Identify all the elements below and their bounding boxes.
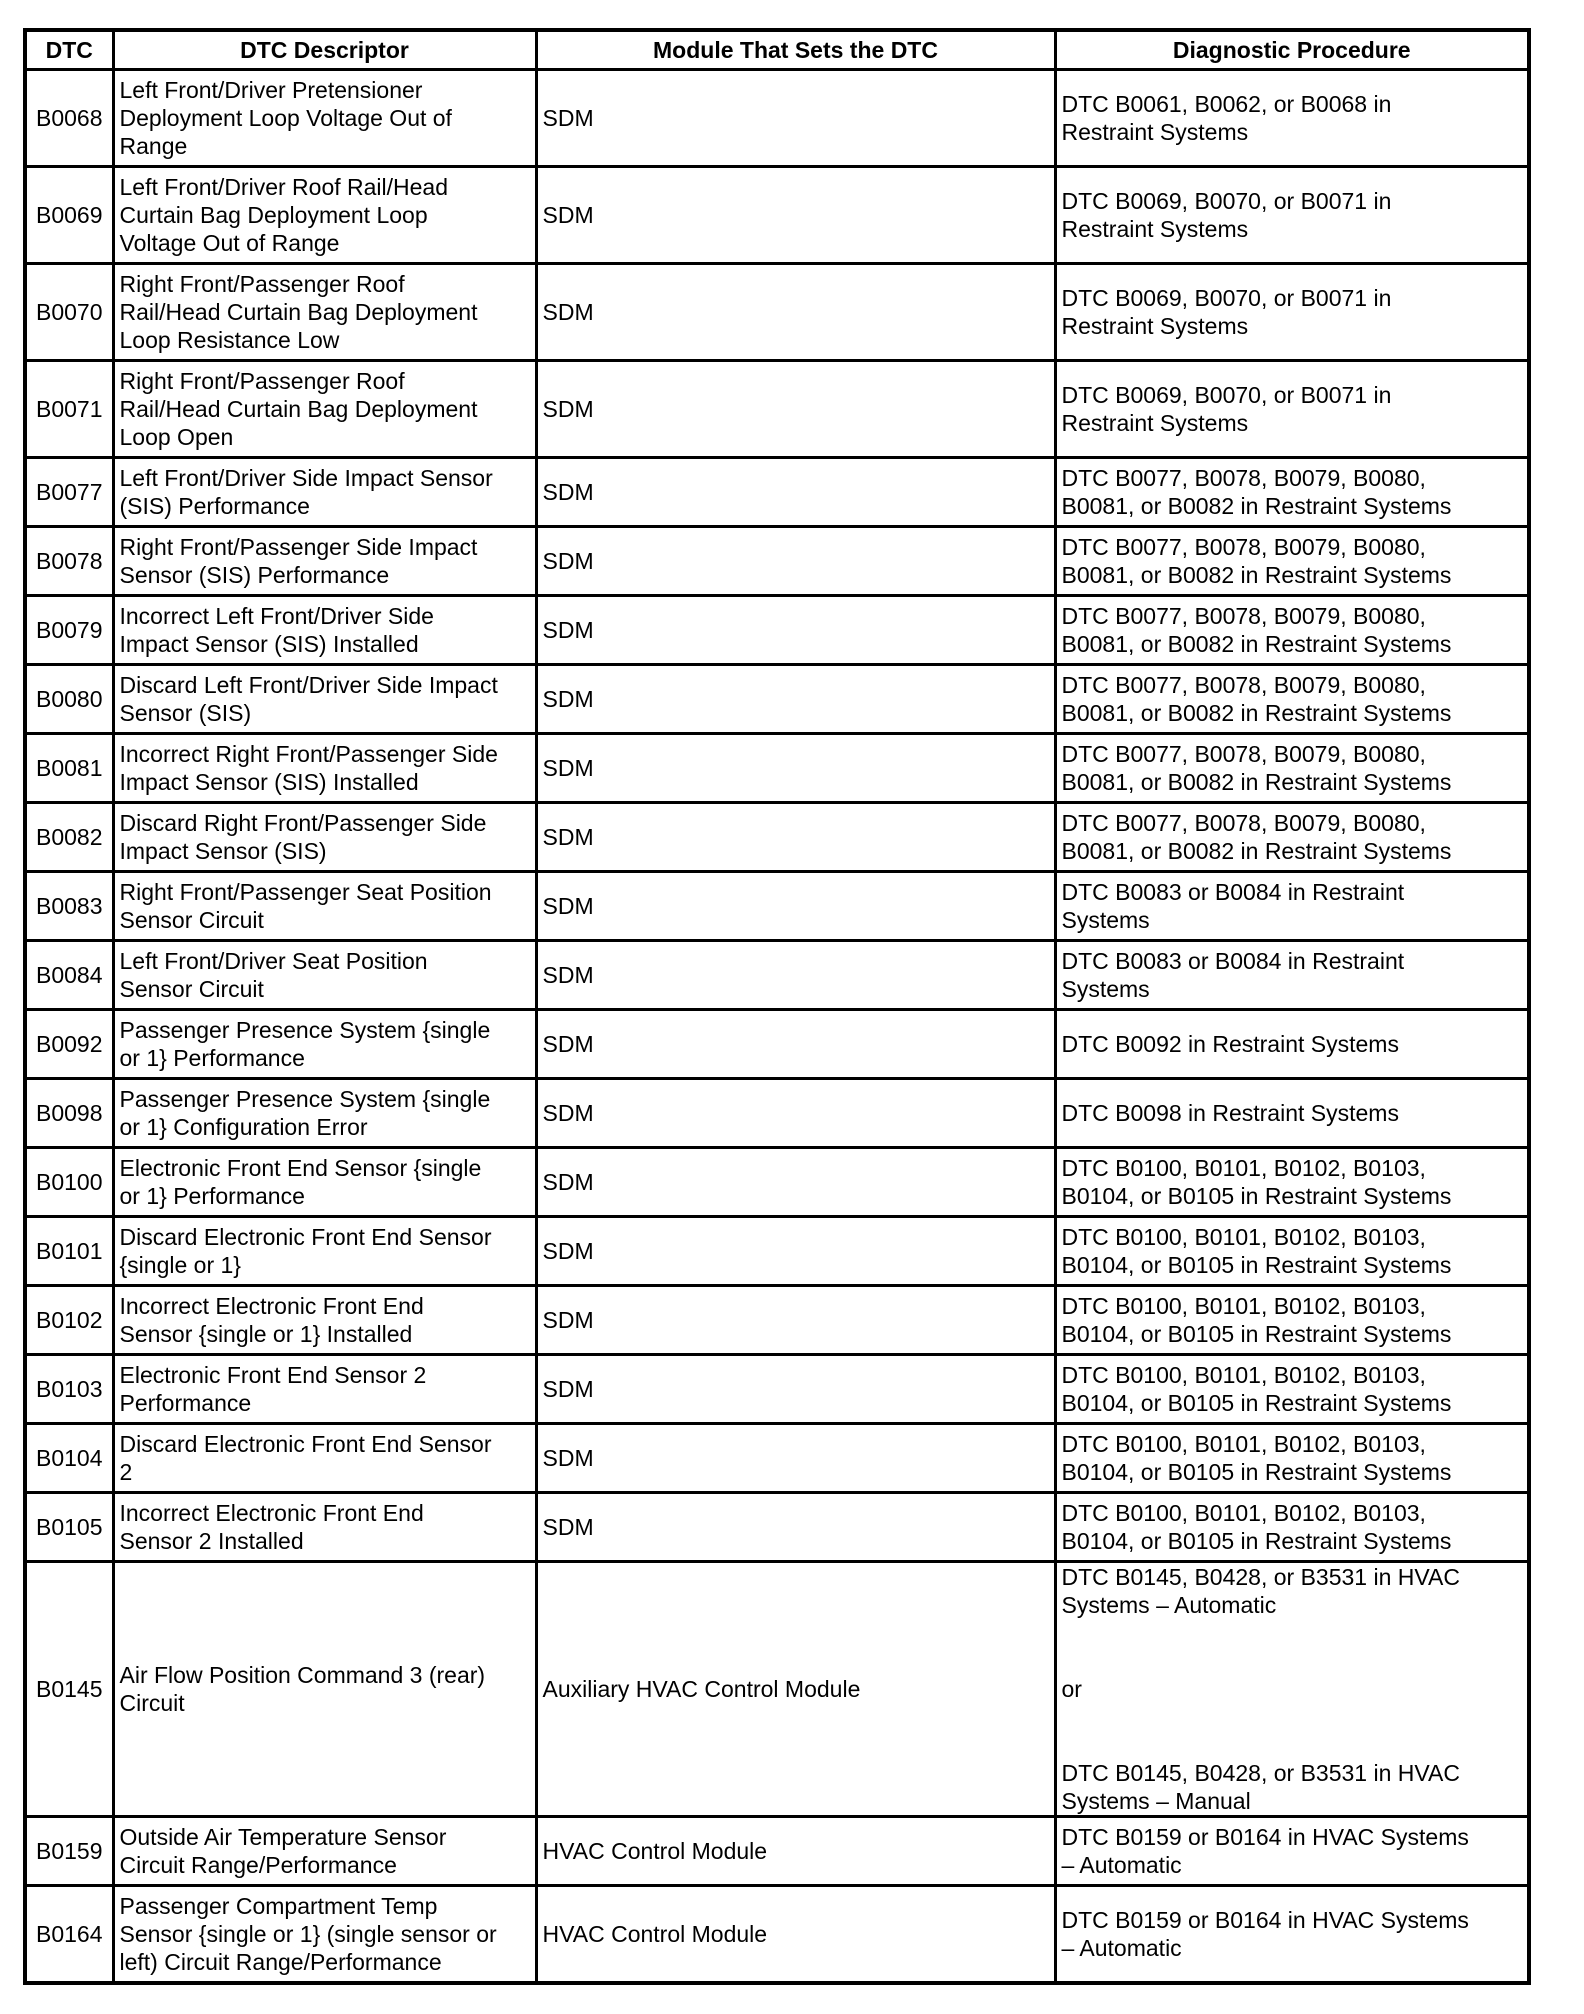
table-row bbox=[25, 1886, 1529, 1983]
diagnostic-procedure-cell: DTC B0100, B0101, B0102, B0103, B0104, or B0105 in Restraint Systems bbox=[1055, 1355, 1529, 1424]
module-cell: SDM bbox=[536, 361, 1055, 458]
dtc-code-cell: B0101 bbox=[25, 1217, 113, 1286]
dtc-descriptor-cell: Electronic Front End Sensor {single or 1} Performance bbox=[113, 1148, 536, 1217]
table-row bbox=[25, 1424, 1529, 1493]
diagnostic-procedure-cell: DTC B0100, B0101, B0102, B0103, B0104, or B0105 in Restraint Systems bbox=[1055, 1217, 1529, 1286]
header-module: Module That Sets the DTC bbox=[536, 30, 1055, 70]
dtc-code-cell: B0078 bbox=[25, 527, 113, 596]
table-row bbox=[25, 872, 1529, 941]
dtc-code-cell: B0081 bbox=[25, 734, 113, 803]
module-cell: SDM bbox=[536, 527, 1055, 596]
dtc-descriptor-cell: Electronic Front End Sensor 2 Performance bbox=[113, 1355, 536, 1424]
dtc-code-cell: B0103 bbox=[25, 1355, 113, 1424]
dtc-descriptor-cell: Air Flow Position Command 3 (rear) Circuit bbox=[113, 1562, 536, 1817]
module-cell: SDM bbox=[536, 1286, 1055, 1355]
diagnostic-procedure-cell: DTC B0077, B0078, B0079, B0080, B0081, or B0082 in Restraint Systems bbox=[1055, 803, 1529, 872]
dtc-descriptor-cell: Discard Left Front/Driver Side Impact Sensor (SIS) bbox=[113, 665, 536, 734]
dtc-descriptor-cell: Left Front/Driver Roof Rail/Head Curtain Bag Deployment Loop Voltage Out of Range bbox=[113, 167, 536, 264]
table-row bbox=[25, 264, 1529, 361]
dtc-descriptor-cell: Passenger Presence System {single or 1} Configuration Error bbox=[113, 1079, 536, 1148]
table-row bbox=[25, 1148, 1529, 1217]
table-row bbox=[25, 1493, 1529, 1562]
dtc-code-cell: B0071 bbox=[25, 361, 113, 458]
module-cell: SDM bbox=[536, 167, 1055, 264]
dtc-code-cell: B0159 bbox=[25, 1817, 113, 1886]
document-page bbox=[23, 28, 1527, 1985]
table-row bbox=[25, 167, 1529, 264]
dtc-descriptor-cell: Left Front/Driver Seat Position Sensor Circuit bbox=[113, 941, 536, 1010]
dtc-descriptor-cell: Right Front/Passenger Roof Rail/Head Curtain Bag Deployment Loop Resistance Low bbox=[113, 264, 536, 361]
module-cell: SDM bbox=[536, 70, 1055, 167]
dtc-code-cell: B0068 bbox=[25, 70, 113, 167]
diagnostic-procedure-cell: DTC B0083 or B0084 in Restraint Systems bbox=[1055, 941, 1529, 1010]
dtc-descriptor-cell: Incorrect Right Front/Passenger Side Impact Sensor (SIS) Installed bbox=[113, 734, 536, 803]
dtc-descriptor-cell: Right Front/Passenger Seat Position Sensor Circuit bbox=[113, 872, 536, 941]
dtc-table bbox=[23, 28, 1531, 1985]
dtc-code-cell: B0105 bbox=[25, 1493, 113, 1562]
module-cell: HVAC Control Module bbox=[536, 1817, 1055, 1886]
table-row bbox=[25, 1217, 1529, 1286]
dtc-code-cell: B0080 bbox=[25, 665, 113, 734]
diagnostic-procedure-cell: DTC B0100, B0101, B0102, B0103, B0104, or B0105 in Restraint Systems bbox=[1055, 1424, 1529, 1493]
dtc-descriptor-cell: Passenger Presence System {single or 1} Performance bbox=[113, 1010, 536, 1079]
diagnostic-procedure-cell: DTC B0083 or B0084 in Restraint Systems bbox=[1055, 872, 1529, 941]
diagnostic-procedure-cell: DTC B0069, B0070, or B0071 in Restraint Systems bbox=[1055, 361, 1529, 458]
module-cell: SDM bbox=[536, 1493, 1055, 1562]
diagnostic-procedure-cell: DTC B0077, B0078, B0079, B0080, B0081, or B0082 in Restraint Systems bbox=[1055, 734, 1529, 803]
dtc-descriptor-cell: Right Front/Passenger Side Impact Sensor (SIS) Performance bbox=[113, 527, 536, 596]
dtc-descriptor-cell: Incorrect Electronic Front End Sensor {single or 1} Installed bbox=[113, 1286, 536, 1355]
header-descriptor: DTC Descriptor bbox=[113, 30, 536, 70]
module-cell: Auxiliary HVAC Control Module bbox=[536, 1562, 1055, 1817]
diagnostic-procedure-cell: DTC B0145, B0428, or B3531 in HVAC Systems – Automatic or DTC B0145, B0428, or B3531 in HVAC Systems – Manual bbox=[1055, 1562, 1529, 1817]
module-cell: SDM bbox=[536, 941, 1055, 1010]
dtc-descriptor-cell: Discard Electronic Front End Sensor {single or 1} bbox=[113, 1217, 536, 1286]
header-procedure: Diagnostic Procedure bbox=[1055, 30, 1529, 70]
table-row bbox=[25, 1562, 1529, 1817]
module-cell: SDM bbox=[536, 1424, 1055, 1493]
module-cell: SDM bbox=[536, 803, 1055, 872]
diagnostic-procedure-cell: DTC B0077, B0078, B0079, B0080, B0081, or B0082 in Restraint Systems bbox=[1055, 665, 1529, 734]
dtc-descriptor-cell: Discard Electronic Front End Sensor 2 bbox=[113, 1424, 536, 1493]
table-row bbox=[25, 458, 1529, 527]
module-cell: SDM bbox=[536, 1355, 1055, 1424]
dtc-descriptor-cell: Left Front/Driver Side Impact Sensor (SIS) Performance bbox=[113, 458, 536, 527]
table-row bbox=[25, 803, 1529, 872]
dtc-descriptor-cell: Right Front/Passenger Roof Rail/Head Curtain Bag Deployment Loop Open bbox=[113, 361, 536, 458]
table-row bbox=[25, 734, 1529, 803]
table-header-row bbox=[25, 30, 1529, 70]
module-cell: SDM bbox=[536, 596, 1055, 665]
dtc-code-cell: B0104 bbox=[25, 1424, 113, 1493]
table-row bbox=[25, 596, 1529, 665]
diagnostic-procedure-cell: DTC B0077, B0078, B0079, B0080, B0081, or B0082 in Restraint Systems bbox=[1055, 458, 1529, 527]
dtc-descriptor-cell: Left Front/Driver Pretensioner Deployment Loop Voltage Out of Range bbox=[113, 70, 536, 167]
table-row bbox=[25, 1355, 1529, 1424]
diagnostic-procedure-cell: DTC B0159 or B0164 in HVAC Systems – Automatic bbox=[1055, 1886, 1529, 1983]
table-row bbox=[25, 1079, 1529, 1148]
dtc-descriptor-cell: Outside Air Temperature Sensor Circuit Range/Performance bbox=[113, 1817, 536, 1886]
table-row bbox=[25, 941, 1529, 1010]
diagnostic-procedure-cell: DTC B0098 in Restraint Systems bbox=[1055, 1079, 1529, 1148]
diagnostic-procedure-cell: DTC B0092 in Restraint Systems bbox=[1055, 1010, 1529, 1079]
dtc-code-cell: B0164 bbox=[25, 1886, 113, 1983]
dtc-descriptor-cell: Incorrect Left Front/Driver Side Impact Sensor (SIS) Installed bbox=[113, 596, 536, 665]
module-cell: SDM bbox=[536, 458, 1055, 527]
dtc-descriptor-cell: Discard Right Front/Passenger Side Impact Sensor (SIS) bbox=[113, 803, 536, 872]
diagnostic-procedure-cell: DTC B0077, B0078, B0079, B0080, B0081, or B0082 in Restraint Systems bbox=[1055, 527, 1529, 596]
table-row bbox=[25, 665, 1529, 734]
diagnostic-procedure-cell: DTC B0100, B0101, B0102, B0103, B0104, or B0105 in Restraint Systems bbox=[1055, 1493, 1529, 1562]
module-cell: SDM bbox=[536, 665, 1055, 734]
table-row bbox=[25, 361, 1529, 458]
dtc-code-cell: B0083 bbox=[25, 872, 113, 941]
dtc-code-cell: B0077 bbox=[25, 458, 113, 527]
module-cell: SDM bbox=[536, 1079, 1055, 1148]
table-row bbox=[25, 1817, 1529, 1886]
module-cell: SDM bbox=[536, 1217, 1055, 1286]
table-row bbox=[25, 1286, 1529, 1355]
dtc-code-cell: B0082 bbox=[25, 803, 113, 872]
dtc-code-cell: B0070 bbox=[25, 264, 113, 361]
diagnostic-procedure-cell: DTC B0069, B0070, or B0071 in Restraint Systems bbox=[1055, 167, 1529, 264]
module-cell: HVAC Control Module bbox=[536, 1886, 1055, 1983]
header-dtc: DTC bbox=[25, 30, 113, 70]
dtc-descriptor-cell: Incorrect Electronic Front End Sensor 2 Installed bbox=[113, 1493, 536, 1562]
module-cell: SDM bbox=[536, 1010, 1055, 1079]
table-row bbox=[25, 70, 1529, 167]
table-body bbox=[25, 70, 1529, 1983]
dtc-code-cell: B0145 bbox=[25, 1562, 113, 1817]
dtc-code-cell: B0084 bbox=[25, 941, 113, 1010]
dtc-code-cell: B0079 bbox=[25, 596, 113, 665]
diagnostic-procedure-cell: DTC B0077, B0078, B0079, B0080, B0081, or B0082 in Restraint Systems bbox=[1055, 596, 1529, 665]
diagnostic-procedure-cell: DTC B0061, B0062, or B0068 in Restraint Systems bbox=[1055, 70, 1529, 167]
dtc-code-cell: B0098 bbox=[25, 1079, 113, 1148]
module-cell: SDM bbox=[536, 872, 1055, 941]
module-cell: SDM bbox=[536, 264, 1055, 361]
table-row bbox=[25, 1010, 1529, 1079]
dtc-code-cell: B0092 bbox=[25, 1010, 113, 1079]
diagnostic-procedure-cell: DTC B0100, B0101, B0102, B0103, B0104, or B0105 in Restraint Systems bbox=[1055, 1286, 1529, 1355]
dtc-code-cell: B0069 bbox=[25, 167, 113, 264]
dtc-descriptor-cell: Passenger Compartment Temp Sensor {single or 1} (single sensor or left) Circuit Range/Performance bbox=[113, 1886, 536, 1983]
diagnostic-procedure-cell: DTC B0100, B0101, B0102, B0103, B0104, or B0105 in Restraint Systems bbox=[1055, 1148, 1529, 1217]
diagnostic-procedure-cell: DTC B0159 or B0164 in HVAC Systems – Automatic bbox=[1055, 1817, 1529, 1886]
diagnostic-procedure-cell: DTC B0069, B0070, or B0071 in Restraint Systems bbox=[1055, 264, 1529, 361]
dtc-code-cell: B0102 bbox=[25, 1286, 113, 1355]
module-cell: SDM bbox=[536, 734, 1055, 803]
table-row bbox=[25, 527, 1529, 596]
module-cell: SDM bbox=[536, 1148, 1055, 1217]
dtc-code-cell: B0100 bbox=[25, 1148, 113, 1217]
